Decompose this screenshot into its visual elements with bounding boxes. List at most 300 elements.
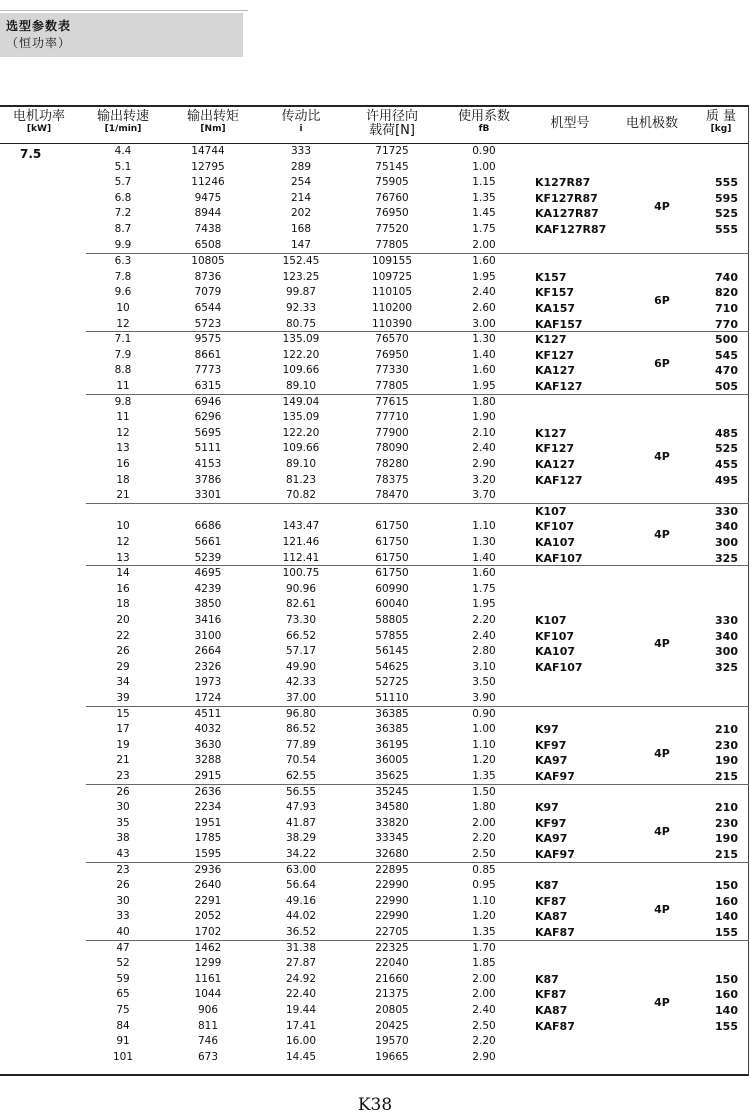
ratio-cell: 44.02 — [285, 910, 317, 923]
torque-cell: 1973 — [194, 676, 222, 689]
torque-cell: 8736 — [194, 270, 222, 283]
ratio-cell: 24.92 — [285, 972, 317, 985]
sf-cell: 1.60 — [472, 255, 496, 268]
torque-cell: 1595 — [194, 847, 222, 860]
speed-cell: 33 — [116, 910, 130, 923]
table-row — [86, 551, 496, 567]
speed-cell: 12 — [116, 317, 130, 330]
mass-cell: 770 — [715, 317, 738, 331]
mass-cell: 495 — [715, 473, 738, 487]
speed-cell: 13 — [116, 442, 130, 455]
torque-cell: 1702 — [194, 925, 222, 938]
torque-cell: 2636 — [194, 785, 222, 798]
table-row — [86, 738, 496, 754]
load-cell: 33345 — [375, 832, 409, 845]
load-cell: 35245 — [375, 785, 409, 798]
torque-cell: 5695 — [194, 426, 222, 439]
mass-cell: 525 — [715, 442, 738, 456]
speed-cell: 26 — [116, 879, 130, 892]
sf-cell: 1.80 — [472, 395, 496, 408]
model-cell: KF127 — [535, 442, 574, 456]
torque-cell: 3301 — [194, 489, 222, 502]
section-title: 选型参数表 — [6, 19, 72, 33]
model-cell: KA127 — [535, 364, 575, 378]
table-group — [86, 253, 749, 332]
model-cell: KF87 — [535, 988, 567, 1002]
load-cell: 22990 — [375, 879, 409, 892]
load-cell: 110200 — [371, 301, 413, 314]
ratio-cell: 77.89 — [285, 738, 317, 751]
mass-cell: 140 — [715, 1003, 738, 1017]
ratio-cell: 333 — [290, 145, 312, 157]
table-group — [86, 565, 749, 706]
torque-cell: 3850 — [194, 598, 222, 611]
torque-cell: 2640 — [194, 879, 222, 892]
mass-cell: 325 — [715, 660, 738, 674]
model-cell: KAF127R87 — [535, 223, 607, 236]
pole-cell: 4P — [654, 902, 670, 916]
ratio-cell: 96.80 — [285, 707, 317, 720]
torque-cell: 2664 — [194, 645, 222, 658]
load-cell: 77900 — [375, 426, 409, 439]
header-torque: 输出转矩 [Nm] — [186, 109, 239, 134]
table-row — [86, 301, 496, 317]
table-row — [86, 597, 496, 613]
sf-cell: 1.60 — [472, 567, 496, 580]
model-cell: KA97 — [535, 832, 568, 846]
table-row — [86, 332, 496, 348]
sf-cell: 2.90 — [472, 1050, 496, 1063]
mass-cell: 500 — [715, 333, 738, 347]
ratio-cell: 14.45 — [285, 1050, 317, 1063]
load-cell: 76570 — [375, 333, 409, 346]
load-cell: 61750 — [375, 551, 409, 564]
load-cell: 19665 — [375, 1050, 409, 1063]
ratio-cell: 66.52 — [285, 629, 317, 642]
model-cell: KF87 — [535, 894, 567, 908]
load-cell: 77330 — [375, 364, 409, 377]
torque-cell: 1044 — [194, 988, 222, 1001]
ratio-cell: 168 — [290, 223, 312, 235]
load-cell: 22990 — [375, 894, 409, 907]
load-cell: 22325 — [375, 941, 409, 954]
load-cell: 76950 — [375, 207, 409, 220]
load-cell: 75145 — [375, 160, 409, 173]
mass-cell: 230 — [715, 738, 738, 752]
speed-cell: 9.8 — [114, 395, 132, 408]
ratio-cell: 16.00 — [285, 1035, 317, 1048]
table-row — [86, 956, 496, 972]
sf-cell: 1.40 — [472, 348, 496, 361]
speed-cell: 16 — [116, 582, 130, 595]
header-ratio: 传动比 i — [281, 109, 321, 134]
ratio-cell: 80.75 — [285, 317, 317, 330]
load-cell: 20425 — [375, 1019, 409, 1032]
model-cell: KF97 — [535, 816, 567, 830]
load-cell: 60040 — [375, 598, 409, 611]
sf-cell: 1.10 — [472, 738, 496, 751]
load-cell: 19570 — [375, 1035, 409, 1048]
table-row — [86, 941, 496, 957]
load-cell: 36195 — [375, 738, 409, 751]
table-row — [86, 254, 496, 270]
speed-cell: 5.1 — [114, 160, 132, 173]
load-cell: 32680 — [375, 847, 409, 860]
table-row — [86, 504, 486, 520]
mass-cell: 340 — [715, 520, 738, 534]
torque-cell: 4153 — [194, 457, 222, 470]
model-cell: K127 — [535, 333, 567, 347]
model-cell: KA157 — [535, 301, 575, 315]
ratio-cell: 37.00 — [285, 691, 317, 704]
load-cell: 78470 — [375, 489, 409, 502]
ratio-cell: 49.16 — [285, 894, 317, 907]
sf-cell: 3.90 — [472, 691, 496, 704]
ratio-cell: 27.87 — [285, 957, 317, 970]
mass-cell: 555 — [715, 223, 738, 236]
ratio-cell: 57.17 — [285, 645, 317, 658]
load-cell: 71725 — [375, 145, 409, 157]
torque-cell: 673 — [197, 1050, 219, 1063]
table-row — [86, 800, 496, 816]
table-row — [86, 909, 496, 925]
ratio-cell: 17.41 — [285, 1019, 317, 1032]
mass-cell: 155 — [715, 925, 738, 939]
mass-cell: 215 — [715, 769, 738, 783]
torque-cell: 3416 — [194, 613, 222, 626]
table-row — [86, 1050, 496, 1066]
sf-cell: 3.10 — [472, 660, 496, 673]
table-row — [86, 473, 496, 489]
ratio-cell: 63.00 — [285, 863, 317, 876]
mass-cell: 325 — [715, 551, 738, 565]
sf-cell: 0.95 — [472, 879, 496, 892]
ratio-cell: 109.66 — [282, 442, 320, 455]
speed-cell: 26 — [116, 785, 130, 798]
torque-cell: 2234 — [194, 801, 222, 814]
load-cell: 78375 — [375, 473, 409, 486]
table-row — [86, 206, 496, 222]
header-radial-load: 许用径向 载荷[N] — [365, 109, 418, 138]
ratio-cell: 135.09 — [282, 411, 320, 424]
torque-cell: 1161 — [194, 972, 222, 985]
table-group — [86, 862, 749, 941]
model-cell: KF127 — [535, 348, 574, 362]
load-cell: 109725 — [371, 270, 413, 283]
table-row — [86, 831, 496, 847]
speed-cell: 30 — [116, 894, 130, 907]
speed-cell: 23 — [116, 863, 130, 876]
ratio-cell: 123.25 — [282, 270, 320, 283]
sf-cell: 1.70 — [472, 941, 496, 954]
speed-cell: 38 — [116, 832, 130, 845]
sf-cell: 1.30 — [472, 535, 496, 548]
ratio-cell: 89.10 — [285, 457, 317, 470]
page-number: K38 — [357, 1095, 393, 1115]
torque-cell: 1299 — [194, 957, 222, 970]
model-cell: KF157 — [535, 286, 574, 300]
speed-cell: 40 — [116, 925, 130, 938]
torque-cell: 3288 — [194, 754, 222, 767]
mass-cell: 595 — [715, 191, 738, 205]
ratio-cell: 112.41 — [282, 551, 320, 564]
speed-cell: 13 — [116, 551, 130, 564]
table-row — [86, 191, 496, 207]
ratio-cell: 89.10 — [285, 379, 317, 392]
ratio-cell: 152.45 — [282, 255, 320, 268]
torque-cell: 746 — [197, 1035, 219, 1048]
mass-cell: 485 — [715, 426, 738, 440]
table-row — [86, 144, 496, 160]
header-speed: 输出转速 [1/min] — [96, 109, 149, 134]
speed-cell: 8.7 — [114, 223, 132, 235]
table-row — [86, 847, 496, 863]
model-cell: KAF127 — [535, 379, 583, 393]
sf-cell: 2.40 — [472, 286, 496, 299]
mass-cell: 545 — [715, 348, 738, 362]
mass-cell: 230 — [715, 816, 738, 830]
model-cell: K97 — [535, 723, 559, 737]
load-cell: 20805 — [375, 1003, 409, 1016]
table-row — [86, 395, 496, 411]
ratio-cell: 36.52 — [285, 925, 317, 938]
sf-cell: 1.10 — [472, 894, 496, 907]
table-row — [86, 644, 496, 660]
table-row — [86, 379, 496, 395]
speed-cell: 30 — [116, 801, 130, 814]
table-row — [86, 222, 496, 238]
ratio-cell: 92.33 — [285, 301, 317, 314]
speed-cell: 11 — [116, 411, 130, 424]
torque-cell: 8944 — [194, 207, 222, 220]
sf-cell: 3.50 — [472, 676, 496, 689]
torque-cell: 2326 — [194, 660, 222, 673]
load-cell: 61750 — [375, 520, 409, 533]
load-cell: 75905 — [375, 176, 409, 189]
load-cell: 78090 — [375, 442, 409, 455]
speed-cell: 12 — [116, 426, 130, 439]
torque-cell: 7438 — [194, 223, 222, 235]
load-cell: 21375 — [375, 988, 409, 1001]
ratio-cell: 99.87 — [285, 286, 317, 299]
header-model: 机型号 — [550, 116, 590, 131]
sf-cell: 1.90 — [472, 411, 496, 424]
mass-cell: 215 — [715, 847, 738, 861]
load-cell: 36385 — [375, 707, 409, 720]
mass-cell: 150 — [715, 972, 738, 986]
torque-cell: 5723 — [194, 317, 222, 330]
table-row — [86, 894, 496, 910]
ratio-cell: 149.04 — [282, 395, 320, 408]
model-cell: K127 — [535, 426, 567, 440]
torque-cell: 2291 — [194, 894, 222, 907]
load-cell: 51110 — [375, 691, 409, 704]
ratio-cell: 254 — [290, 176, 312, 189]
sf-cell: 1.15 — [472, 176, 496, 189]
torque-cell: 1951 — [194, 816, 222, 829]
sf-cell: 1.35 — [472, 925, 496, 938]
torque-cell: 4695 — [194, 567, 222, 580]
table-row — [86, 285, 496, 301]
mass-cell: 210 — [715, 801, 738, 815]
mass-cell: 160 — [715, 988, 738, 1002]
speed-cell: 7.2 — [114, 207, 132, 220]
ratio-cell: 22.40 — [285, 988, 317, 1001]
table-row — [86, 317, 496, 333]
ratio-cell: 82.61 — [285, 598, 317, 611]
load-cell: 78280 — [375, 457, 409, 470]
model-cell: KA127 — [535, 457, 575, 471]
table-row — [86, 1019, 496, 1035]
sf-cell: 3.70 — [472, 489, 496, 502]
load-cell: 36005 — [375, 754, 409, 767]
load-cell: 22895 — [375, 863, 409, 876]
speed-cell: 9.6 — [114, 286, 132, 299]
table-row — [86, 675, 496, 691]
ratio-cell: 90.96 — [285, 582, 317, 595]
speed-cell: 59 — [116, 972, 130, 985]
model-cell: KA87 — [535, 1003, 568, 1017]
torque-cell: 4032 — [194, 723, 222, 736]
mass-cell: 155 — [715, 1019, 738, 1033]
speed-cell: 10 — [116, 520, 130, 533]
sf-cell: 0.85 — [472, 863, 496, 876]
sf-cell: 1.35 — [472, 191, 496, 204]
table-group — [86, 706, 749, 785]
table-row — [86, 348, 496, 364]
torque-cell: 5111 — [194, 442, 222, 455]
torque-cell: 6508 — [194, 238, 222, 251]
speed-cell: 4.4 — [114, 145, 132, 157]
sf-cell: 1.20 — [472, 910, 496, 923]
mass-cell: 340 — [715, 629, 738, 643]
sf-cell: 2.60 — [472, 301, 496, 314]
speed-cell: 7.9 — [114, 348, 132, 361]
load-cell: 110390 — [371, 317, 413, 330]
ratio-cell: 109.66 — [282, 364, 320, 377]
speed-cell: 47 — [116, 941, 130, 954]
power-value: 7.5 — [20, 147, 42, 161]
model-cell: KF107 — [535, 629, 574, 643]
table-row — [86, 660, 496, 676]
speed-cell: 75 — [116, 1003, 130, 1016]
torque-cell: 12795 — [191, 160, 225, 173]
torque-cell: 7773 — [194, 364, 222, 377]
torque-cell: 3630 — [194, 738, 222, 751]
load-cell: 61750 — [375, 567, 409, 580]
table-group — [86, 940, 749, 1066]
ratio-cell: 42.33 — [285, 676, 317, 689]
sf-cell: 2.40 — [472, 1003, 496, 1016]
speed-cell: 29 — [116, 660, 130, 673]
sf-cell: 2.50 — [472, 847, 496, 860]
speed-cell: 20 — [116, 613, 130, 626]
mass-cell: 160 — [715, 894, 738, 908]
table-row — [86, 270, 496, 286]
mass-cell: 330 — [715, 504, 738, 518]
table-row — [86, 582, 496, 598]
ratio-cell: 19.44 — [285, 1003, 317, 1016]
torque-cell: 7079 — [194, 286, 222, 299]
sf-cell: 0.90 — [472, 145, 496, 157]
sf-cell: 2.00 — [472, 238, 496, 251]
mass-cell: 300 — [715, 645, 738, 659]
ratio-cell: 202 — [290, 207, 312, 220]
sf-cell: 1.00 — [472, 723, 496, 736]
model-cell: K157 — [535, 270, 567, 284]
sf-cell: 2.00 — [472, 972, 496, 985]
torque-cell: 906 — [197, 1003, 219, 1016]
table-group — [86, 331, 749, 394]
table-row — [86, 691, 496, 707]
torque-cell: 5661 — [194, 535, 222, 548]
torque-cell: 6544 — [194, 301, 222, 314]
torque-cell: 6296 — [194, 411, 222, 424]
speed-cell: 43 — [116, 847, 130, 860]
sf-cell: 1.20 — [472, 754, 496, 767]
speed-cell: 11 — [116, 379, 130, 392]
speed-cell: 5.7 — [114, 176, 132, 189]
torque-cell: 14744 — [191, 145, 225, 157]
mass-cell: 300 — [715, 535, 738, 549]
model-cell: KF107 — [535, 520, 574, 534]
speed-cell: 35 — [116, 816, 130, 829]
sf-cell: 1.00 — [472, 160, 496, 173]
table-row — [86, 816, 496, 832]
load-cell: 21660 — [375, 972, 409, 985]
mass-cell: 140 — [715, 910, 738, 924]
torque-cell: 1462 — [194, 941, 222, 954]
speed-cell: 84 — [116, 1019, 130, 1032]
load-cell: 76950 — [375, 348, 409, 361]
sf-cell: 1.95 — [472, 379, 496, 392]
ratio-cell: 31.38 — [285, 941, 317, 954]
speed-cell: 26 — [116, 645, 130, 658]
load-cell: 77710 — [375, 411, 409, 424]
ratio-cell: 147 — [290, 238, 312, 251]
table-row — [86, 535, 496, 551]
model-cell: KAF107 — [535, 660, 583, 674]
ratio-cell: 47.93 — [285, 801, 317, 814]
ratio-cell: 86.52 — [285, 723, 317, 736]
ratio-cell: 56.55 — [285, 785, 317, 798]
table-row — [86, 410, 496, 426]
speed-cell: 21 — [116, 489, 130, 502]
model-cell: KF97 — [535, 738, 567, 752]
table-row — [86, 175, 496, 191]
speed-cell: 18 — [116, 473, 130, 486]
pole-cell: 4P — [654, 996, 670, 1010]
header-mass: 质 量 [kg] — [705, 109, 737, 134]
pole-cell: 6P — [654, 294, 670, 308]
sf-cell: 3.20 — [472, 473, 496, 486]
table-row — [86, 1034, 496, 1050]
load-cell: 77520 — [375, 223, 409, 235]
ratio-cell: 41.87 — [285, 816, 317, 829]
pole-cell: 4P — [654, 746, 670, 760]
ratio-cell: 70.82 — [285, 489, 317, 502]
table-row — [86, 863, 496, 879]
model-cell: KAF97 — [535, 769, 575, 783]
ratio-cell: 56.64 — [285, 879, 317, 892]
mass-cell: 820 — [715, 286, 738, 300]
torque-cell: 9475 — [194, 191, 222, 204]
table-row — [86, 566, 496, 582]
sf-cell: 3.00 — [472, 317, 496, 330]
mass-cell: 190 — [715, 754, 738, 768]
load-cell: 77805 — [375, 379, 409, 392]
sf-cell: 2.40 — [472, 629, 496, 642]
